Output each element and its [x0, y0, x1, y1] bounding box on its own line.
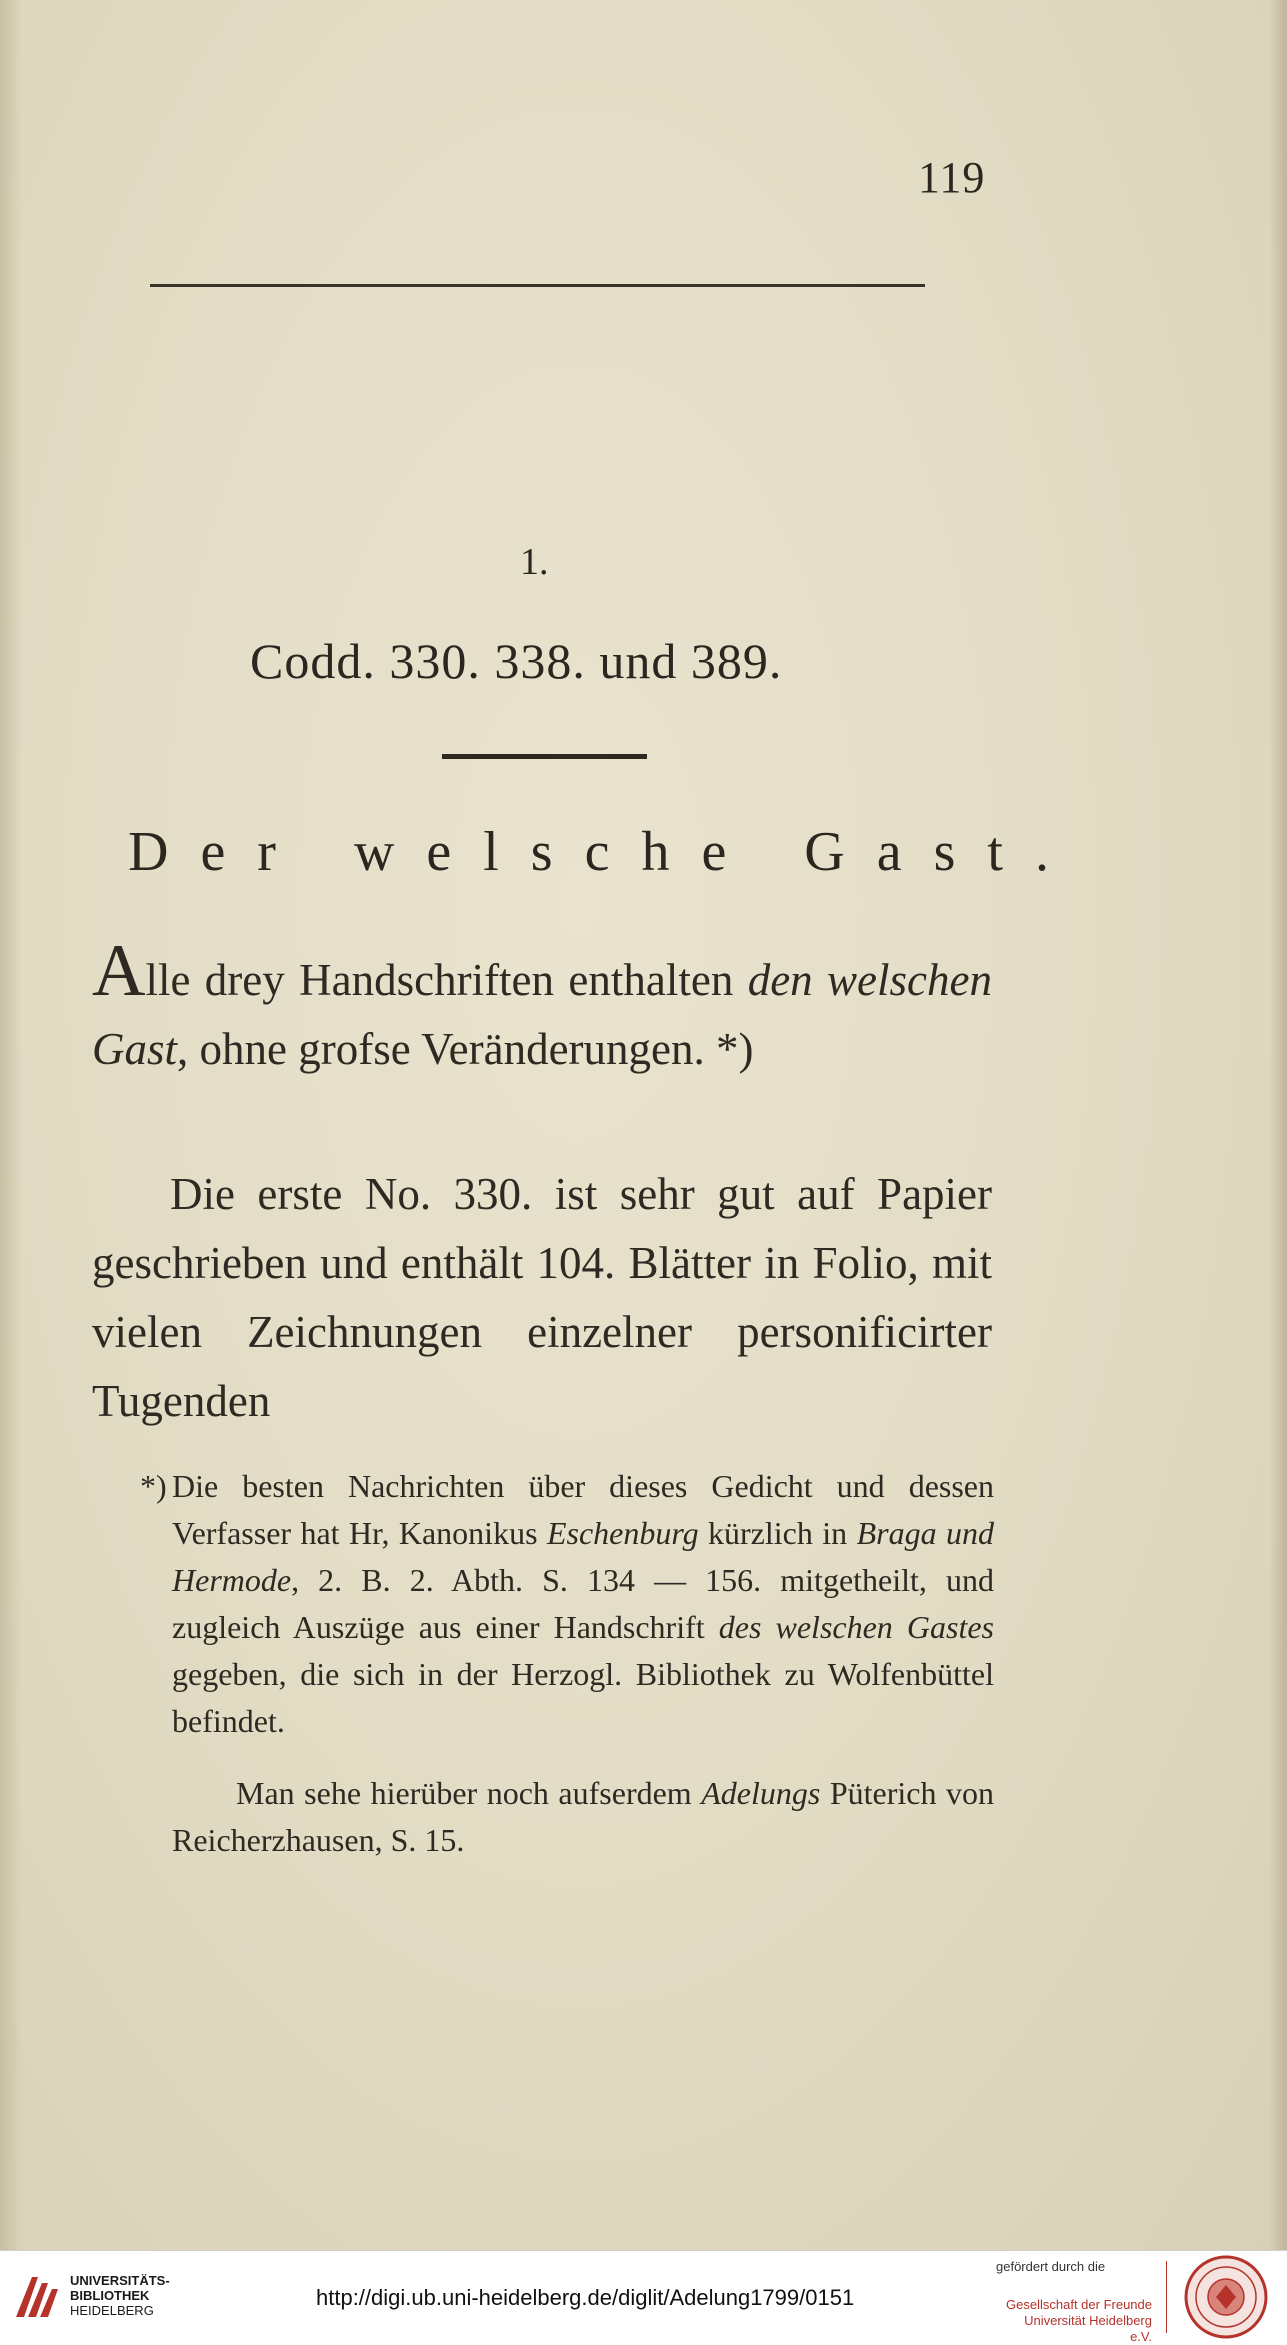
paragraph-1-text-b: , ohne grofse Veränderungen. *) [177, 1024, 754, 1074]
library-line-3: HEIDELBERG [70, 2303, 154, 2318]
library-line-2: BIBLIOTHEK [70, 2288, 150, 2303]
footnote-1 [140, 1463, 995, 1745]
permalink-url[interactable]: http://digi.ub.uni-heidelberg.de/diglit/Adelung1799/0151 [316, 2285, 855, 2310]
footnote-1-text-c: , 2. B. 2. Abth. S. 134 — 156. mitgetheilt, und zugleich Auszüge aus einer Handschrift [172, 1562, 994, 1645]
title-rule [442, 754, 647, 759]
footnote-2-text-b: Püterich von Reicherzhausen, S. 15. [172, 1775, 995, 1858]
footnote-1-text-a: Die besten Nachrichten über dieses Gedicht und dessen Verfasser hat Hr, Kanonikus [172, 1468, 994, 1551]
footnote-2-text-a: Man sehe hierüber noch aufserdem [236, 1775, 702, 1811]
section-number: 1. [520, 541, 549, 583]
page-number: 119 [918, 153, 986, 202]
footnote-marker: *) [140, 1468, 167, 1504]
footer-divider [1166, 2261, 1167, 2333]
funding-org-line-2: Universität Heidelberg e.V. [1024, 2313, 1152, 2344]
university-seal-icon [1184, 2255, 1268, 2339]
library-logo-icon [12, 2273, 60, 2321]
footnote-2 [172, 1770, 994, 1864]
library-line-1: UNIVERSITÄTS- [70, 2273, 170, 2288]
page-edge-left [0, 0, 22, 2250]
paragraph-1-text-a: lle drey Handschriften enthalten [145, 955, 748, 1005]
page-edge-right [1269, 0, 1287, 2250]
paragraph-2: Die erste No. 330. ist sehr gut auf Papier geschrieben und enthält 104. Blätter in Folio, mit vielen Zeichnungen einzelner personificirter Tugenden [92, 1169, 992, 1426]
funding-org-line-1: Gesellschaft der Freunde [1006, 2297, 1152, 2312]
main-heading: Der welsche Gast. [128, 821, 1081, 883]
footnote-1-text-b: kürzlich in [698, 1515, 857, 1551]
header-rule [150, 284, 925, 287]
funded-by-label: gefördert durch die [996, 2259, 1106, 2274]
paragraph-1 [92, 930, 992, 1084]
library-name [70, 2273, 170, 2318]
funding-organization [1002, 2297, 1152, 2345]
footnote-1-italic-b: Braga und Hermode [172, 1515, 995, 1598]
paragraph-1-italic: den welschen Gast [92, 955, 992, 1074]
footnote-2-italic-a: Adelungs [701, 1775, 821, 1811]
codex-title: Codd. 330. 338. und 389. [250, 633, 783, 689]
footer-bar [0, 2250, 1287, 2342]
footnote-1-italic-a: Eschenburg [546, 1515, 699, 1551]
drop-cap: A [92, 930, 146, 1012]
footnote-1-text-d: gegeben, die sich in der Herzogl. Bibliothek zu Wolfenbüttel befindet. [172, 1656, 994, 1739]
footnote-1-italic-c: des welschen Gastes [718, 1609, 995, 1645]
